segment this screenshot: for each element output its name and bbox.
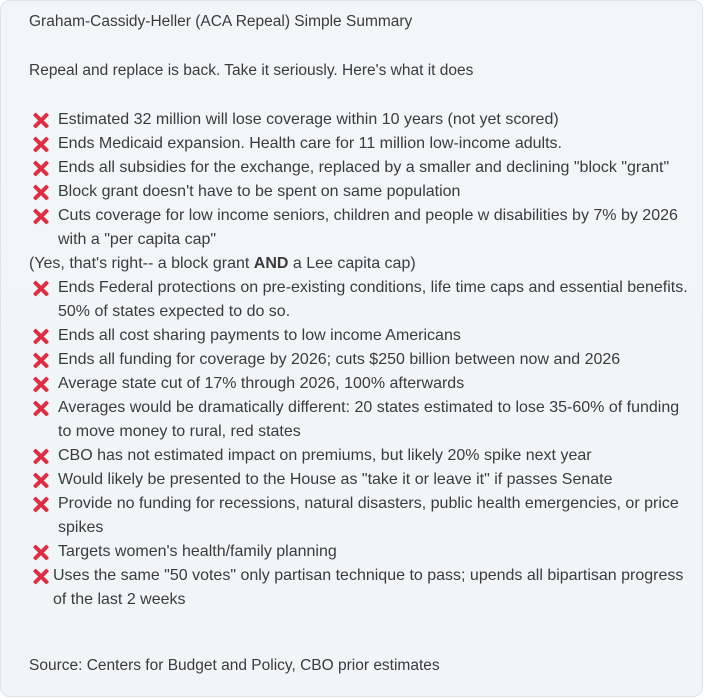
aside-after: a Lee capita cap) — [288, 255, 416, 272]
cross-mark-icon — [29, 444, 51, 468]
cross-mark-icon — [29, 132, 51, 156]
cross-mark-icon — [29, 564, 51, 588]
list-item-text: CBO has not estimated impact on premiums, but likely 20% spike next year — [58, 447, 592, 464]
list-item — [29, 324, 689, 348]
list-item — [29, 444, 689, 468]
cross-mark-icon — [29, 204, 51, 228]
list-item — [29, 564, 689, 612]
list-item — [29, 276, 689, 324]
list-item-text: Average state cut of 17% through 2026, 100% afterwards — [58, 375, 465, 392]
list-item-text: Ends all funding for coverage by 2026; cuts $250 billion between now and 2026 — [58, 351, 621, 368]
list-item-text: Would likely be presented to the House as "take it or leave it" if passes Senate — [58, 471, 613, 488]
list-item — [29, 396, 689, 444]
list-item-text: Estimated 32 million will lose coverage within 10 years (not yet scored) — [58, 111, 559, 128]
list-item — [29, 180, 689, 204]
aside-before: (Yes, that's right-- a block grant — [29, 255, 254, 272]
cross-mark-icon — [29, 276, 51, 300]
cross-mark-icon — [29, 468, 51, 492]
list-item-text: Targets women's health/family planning — [58, 543, 337, 560]
list-item — [29, 492, 689, 540]
list-item-text: Ends Medicaid expansion. Health care for 11 million low-income adults. — [58, 135, 562, 152]
list-item — [29, 132, 689, 156]
list-item — [29, 468, 689, 492]
cross-mark-icon — [29, 396, 51, 420]
list-item-text: Provide no funding for recessions, natural disasters, public health emergencies, or price spikes — [58, 495, 679, 536]
cross-mark-icon — [29, 180, 51, 204]
list-item-text: Block grant doesn't have to be spent on same population — [58, 183, 461, 200]
list-item-text: Ends all cost sharing payments to low income Americans — [58, 327, 461, 344]
intro-text: Repeal and replace is back. Take it seriously. Here's what it does — [29, 62, 474, 79]
list-item — [29, 108, 689, 132]
list-item — [29, 372, 689, 396]
cross-mark-icon — [29, 156, 51, 180]
cross-mark-icon — [29, 492, 51, 516]
bullet-list — [29, 108, 689, 612]
aside-bold: AND — [253, 255, 289, 272]
cross-mark-icon — [29, 324, 51, 348]
list-item-text: Ends Federal protections on pre-existing conditions, life time caps and essential benefits. 50% of states expected to do so. — [58, 279, 688, 320]
list-item-text: Cuts coverage for low income seniors, children and people w disabilities by 7% by 2026 with a "per capita cap" — [58, 207, 678, 248]
aside-note — [29, 252, 689, 276]
list-item-text: Ends all subsidies for the exchange, replaced by a smaller and declining "block "grant" — [58, 159, 670, 176]
cross-mark-icon — [29, 108, 51, 132]
list-item-text: Averages would be dramatically different: 20 states estimated to lose 35-60% of funding to move money to rural, red states — [58, 399, 680, 440]
list-item-text: Uses the same "50 votes" only partisan technique to pass; upends all bipartisan progress of the last 2 weeks — [53, 567, 684, 608]
cross-mark-icon — [29, 540, 51, 564]
list-item — [29, 540, 689, 564]
note-title: Graham-Cassidy-Heller (ACA Repeal) Simple Summary — [29, 13, 413, 30]
source-line: Source: Centers for Budget and Policy, CBO prior estimates — [29, 657, 440, 674]
list-item — [29, 348, 689, 372]
cross-mark-icon — [29, 348, 51, 372]
cross-mark-icon — [29, 372, 51, 396]
list-item — [29, 156, 689, 180]
list-item — [29, 204, 689, 252]
